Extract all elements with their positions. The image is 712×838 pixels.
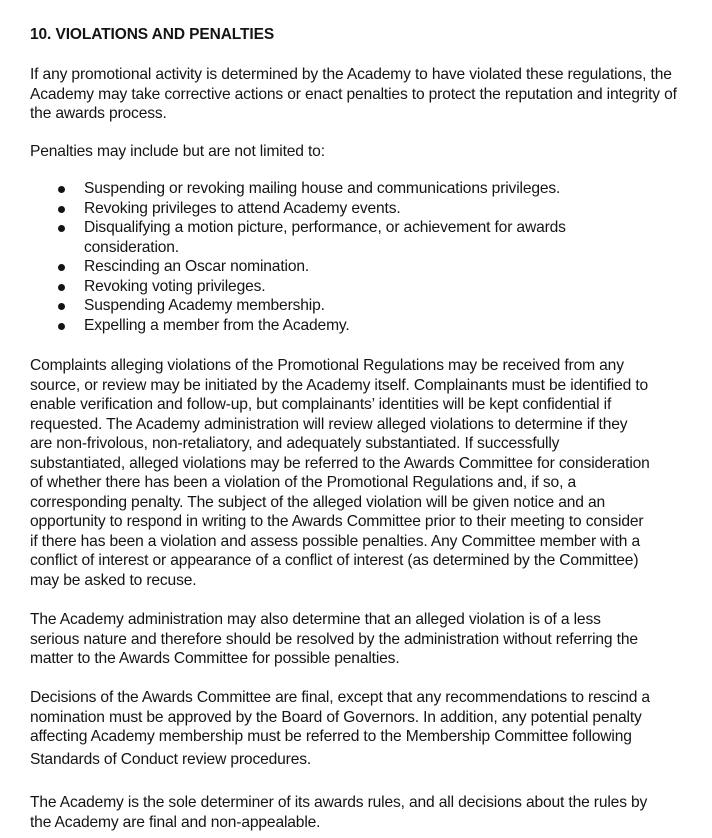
bullet-icon: [58, 186, 65, 193]
text-line: the awards process.: [30, 105, 167, 122]
text-line: the Academy are final and non-appealable.: [30, 813, 321, 831]
text-line: are non-frivolous, non-retaliatory, and adequately substantiated. If successfully: [30, 435, 560, 452]
list-item: [0, 199, 566, 219]
bullet-icon: [58, 303, 65, 310]
text-line: enable verification and follow-up, but complainants’ identities will be kept confidential if: [30, 396, 612, 413]
bullet-icon: [58, 284, 65, 291]
bullet-icon: [58, 264, 65, 271]
section-heading: 10. VIOLATIONS AND PENALTIES: [30, 26, 275, 43]
final-paragraph: [30, 793, 647, 832]
list-item: [0, 257, 566, 277]
bullet-icon: [58, 225, 65, 232]
text-line: Standards of Conduct review procedures.: [30, 750, 312, 768]
text-line: Decisions of the Awards Committee are final, except that any recommendations to rescind a: [30, 689, 650, 706]
list-item-text: Rescinding an Oscar nomination.: [84, 258, 310, 275]
text-line: serious nature and therefore should be resolved by the administration without referring the: [30, 630, 638, 648]
list-item-text: Suspending Academy membership.: [84, 297, 325, 314]
text-line: The Academy administration may also determine that an alleged violation is of a less: [30, 611, 601, 628]
bullet-icon: [58, 206, 65, 213]
list-item: [0, 296, 566, 316]
text-line: nomination must be approved by the Board of Governors. In addition, any potential penalty: [30, 708, 642, 726]
intro-paragraph: [30, 65, 677, 124]
text-line: matter to the Awards Committee for possible penalties.: [30, 650, 400, 667]
text-line: corresponding penalty. The subject of the alleged violation will be given notice and an: [30, 493, 605, 511]
administration-paragraph: [30, 610, 638, 669]
text-line: substantiated, alleged violations may be referred to the Awards Committee for consideration: [30, 454, 650, 472]
text-line: Penalties may include but are not limited to:: [30, 143, 325, 160]
list-item-text: Disqualifying a motion picture, performance, or achievement for awards: [84, 219, 566, 236]
text-line: source, or review may be initiated by the Academy itself. Complainants must be identified to: [30, 376, 649, 394]
text-line: If any promotional activity is determined by the Academy to have violated these regulations, the: [30, 66, 672, 83]
bullet-icon: [58, 323, 65, 330]
text-line: Academy may take corrective actions or enact penalties to protect the reputation and integrity of: [30, 85, 677, 103]
text-line: affecting Academy membership must be referred to the Membership Committee following: [30, 728, 632, 745]
list-item: [0, 218, 566, 257]
decisions-paragraph: [30, 688, 650, 769]
list-item: [0, 179, 566, 199]
complaints-paragraph: [30, 356, 650, 590]
list-item-text: Suspending or revoking mailing house and communications privileges.: [84, 180, 561, 197]
list-item: [0, 316, 566, 336]
list-item-text: Expelling a member from the Academy.: [84, 316, 350, 334]
penalties-list: [0, 179, 566, 335]
text-line: Complaints alleging violations of the Promotional Regulations may be received from any: [30, 357, 624, 374]
text-line: if there has been a violation and assess possible penalties. Any Committee member with a: [30, 532, 641, 550]
text-line: may be asked to recuse.: [30, 571, 197, 589]
text-line: opportunity to respond in writing to the Awards Committee prior to their meeting to consider: [30, 513, 644, 530]
list-item-text: Revoking voting privileges.: [84, 277, 266, 295]
text-line: The Academy is the sole determiner of its awards rules, and all decisions about the rules by: [30, 794, 648, 811]
list-item: [0, 277, 566, 297]
text-line: of whether there has been a violation of the Promotional Regulations and, if so, a: [30, 474, 576, 491]
list-item-text: consideration.: [84, 238, 179, 256]
penalties-lead: [30, 142, 325, 162]
text-line: requested. The Academy administration will review alleged violations to determine if they: [30, 415, 628, 433]
list-item-text: Revoking privileges to attend Academy events.: [84, 199, 401, 217]
text-line: conflict of interest or appearance of a conflict of interest (as determined by the Committee): [30, 552, 639, 569]
